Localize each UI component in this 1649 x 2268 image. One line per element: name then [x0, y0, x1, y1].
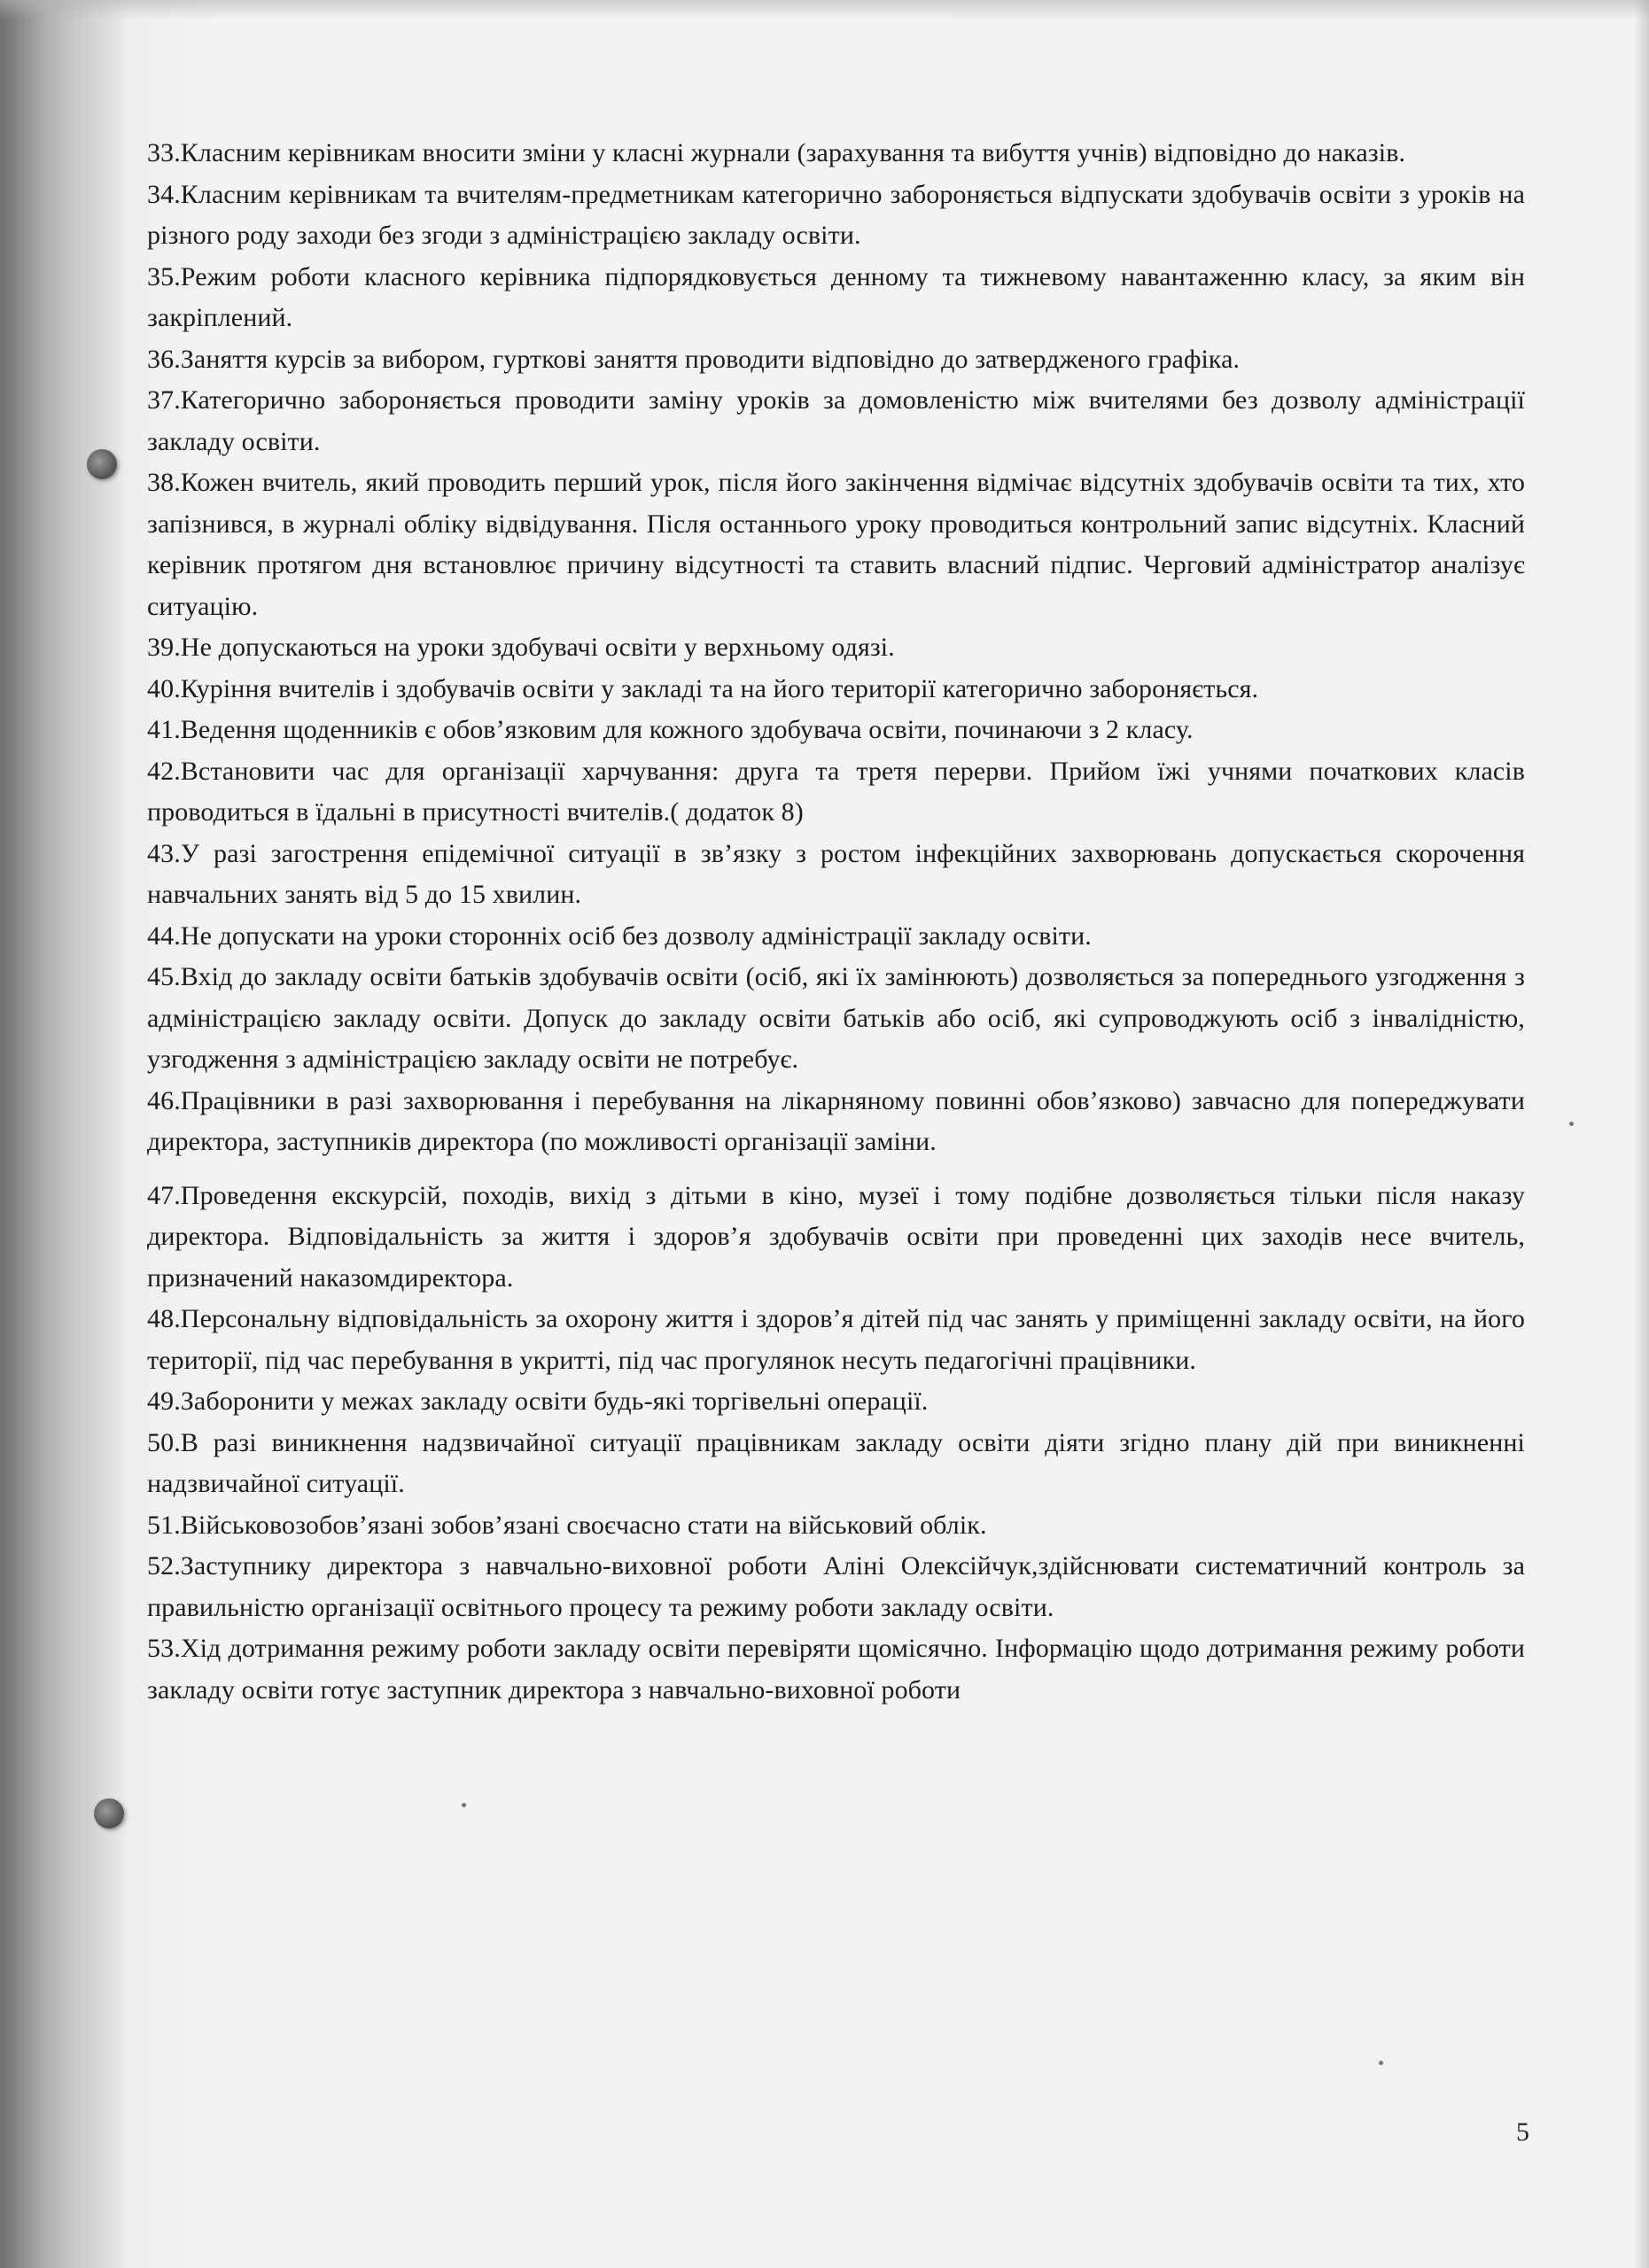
document-body — [147, 133, 1525, 1711]
paragraph-52: 52.Заступнику директора з навчально-виховної роботи Аліні Олексійчук,здійснювати систематичний контроль за правильністю організації освітнього процесу та режиму роботи закладу освіти. — [147, 1551, 1525, 1622]
paragraph-38: 38.Кожен вчитель, який проводить перший урок, після його закінчення відмічає відсутніх здобувачів освіти та тих, хто запізнився, в журналі обліку відвідування. Після останнього уроку проводиться контрольний запис відсутніх. Класний керівник протягом дня встановлює причину відсутності та ставить власний підпис. Черговий адміністратор аналізує ситуацію. — [147, 468, 1525, 621]
paragraph-53: 53.Хід дотримання режиму роботи закладу освіти перевіряти щомісячно. Інформацію щодо дотримання режиму роботи закладу освіти готує заступник директора з навчально-виховної роботи — [147, 1634, 1525, 1705]
paragraph-37: 37.Категорично забороняється проводити заміну уроків за домовленістю між вчителями без дозволу адміністрації закладу освіти. — [147, 385, 1525, 456]
paragraph-48: 48.Персональну відповідальність за охорону життя і здоров’я дітей під час занять у приміщенні закладу освіти, на його території, під час перебування в укритті, під час прогулянок несуть педагогічні працівники. — [147, 1304, 1525, 1375]
scan-speck — [462, 1803, 466, 1807]
page-number: 5 — [1516, 2117, 1529, 2147]
paragraph-50: 50.В разі виникнення надзвичайної ситуації працівникам закладу освіти діяти згідно плану дій при виникненні надзвичайної ситуації. — [147, 1427, 1525, 1498]
paragraph-49: 49.Заборонити у межах закладу освіти будь-які торгівельні операції. — [147, 1386, 929, 1416]
paragraph-51: 51.Військовозобов’язані зобов’язані своєчасно стати на військовий облік. — [147, 1510, 987, 1540]
scan-speck — [1379, 2061, 1383, 2065]
paragraph-36: 36.Заняття курсів за вибором, гурткові заняття проводити відповідно до затвердженого графіка. — [147, 344, 1241, 374]
punch-hole-upper — [87, 449, 117, 479]
paragraph-39: 39.Не допускаються на уроки здобувачі освіти у верхньому одязі. — [147, 633, 895, 662]
paragraph-41: 41.Ведення щоденників є обов’язковим для кожного здобувача освіти, починаючи з 2 класу. — [147, 715, 1194, 744]
paragraph-45: 45.Вхід до закладу освіти батьків здобувачів освіти (осіб, які їх замінюють) дозволяється за попереднього узгодження з адміністрацією закладу освіти. Допуск до закладу освіти батьків або осіб, які супроводжують осіб з інвалідністю, узгодження з адміністрацією закладу освіти не потребує. — [147, 962, 1525, 1074]
paragraph-47: 47.Проведення екскурсій, походів, вихід з дітьми в кіно, музеї і тому подібне дозволяється тільки після наказу директора. Відповідальність за життя і здоров’я здобувачів освіти при проведенні цих заходів несе вчитель, призначений наказомдиректора. — [147, 1180, 1525, 1293]
paragraph-40: 40.Куріння вчителів і здобувачів освіти у закладі та на його території категорично забороняється. — [147, 673, 1259, 703]
top-edge-shadow — [0, 0, 1649, 19]
scan-speck — [1569, 1122, 1574, 1126]
paragraph-42: 42.Встановити час для організації харчування: друга та третя перерви. Прийом їжі учнями початкових класів проводиться в їдальні в присутності вчителів.( додаток 8) — [147, 756, 1525, 827]
paragraph-33: 33.Класним керівникам вносити зміни у класні журнали (зарахування та вибуття учнів) відповідно до наказів. — [147, 138, 1406, 167]
paragraph-43: 43.У разі загострення епідемічної ситуації в зв’язку з ростом інфекційних захворювань допускається скорочення навчальних занять від 5 до 15 хвилин. — [147, 838, 1525, 909]
paragraph-35: 35.Режим роботи класного керівника підпорядковується денному та тижневому навантаженню класу, за яким він закріплений. — [147, 261, 1525, 332]
paragraph-44: 44.Не допускати на уроки сторонніх осіб без дозволу адміністрації закладу освіти. — [147, 920, 1092, 951]
punch-hole-lower — [94, 1798, 124, 1829]
paragraph-46: 46.Працівники в разі захворювання і перебування на лікарняному повинні обов’язково) завчасно для попереджувати директора, заступників директора (по можливості організації заміни. — [147, 1085, 1525, 1156]
right-edge-shadow — [1635, 0, 1649, 2268]
paragraph-34: 34.Класним керівникам та вчителям-предметникам категорично забороняється відпускати здобувачів освіти з уроків на різного роду заходи без згоди з адміністрацією закладу освіти. — [147, 179, 1525, 250]
binding-shadow — [0, 0, 133, 2268]
